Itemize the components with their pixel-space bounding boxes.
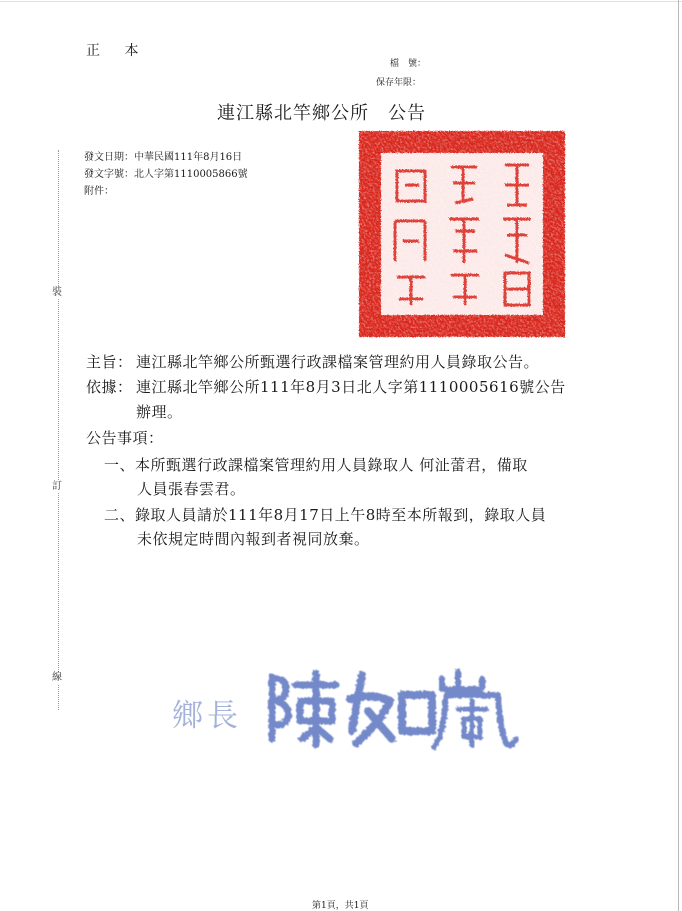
announcement-item-2-line1: 二、錄取人員請於111年8月17日上午8時至本所報到，錄取人員 [104,506,547,524]
basis-text-line1: 連江縣北竿鄉公所111年8月3日北人字第1110005616號公告 [136,378,566,396]
retention-period-label: 保存年限： [376,78,422,88]
page-top-edge [0,1,682,2]
file-number-label: 檔 號： [390,59,427,69]
binding-mark-ding: 訂 [52,481,62,492]
binding-mark-xian: 線 [52,672,62,683]
announcement-item-1-line2: 人員張春雲君。 [137,480,246,498]
copy-label: 正 本 [86,43,149,59]
announcement-items-label: 公告事項： [86,429,164,447]
basis-label: 依據： [86,378,133,396]
subject-label: 主旨： [86,353,133,371]
announcement-item-2-line2: 未依規定時間內報到者視同放棄。 [137,530,370,548]
announcement-item-1-line1: 一、本所甄選行政課檔案管理約用人員錄取人 何沚蕾君，備取 [104,456,528,474]
binding-mark-zhuang: 裝 [52,287,62,298]
reference-number: 發文字號：北人字第1110005866號 [84,169,248,180]
basis-text-line2: 辦理。 [136,403,183,421]
signature-title: 鄉長 [172,698,242,734]
attachment-label: 附件： [84,186,114,197]
page-right-edge [678,0,679,911]
binding-line [58,150,59,710]
page-title: 連江縣北竿鄉公所 公告 [217,103,426,124]
page-number: 第1頁，共1頁 [312,901,369,911]
subject-text: 連江縣北竿鄉公所甄選行政課檔案管理約用人員錄取公告。 [136,353,540,371]
official-seal [355,127,569,341]
issue-date: 發文日期：中華民國111年8月16日 [84,152,243,163]
signature-name-brush [262,655,522,755]
